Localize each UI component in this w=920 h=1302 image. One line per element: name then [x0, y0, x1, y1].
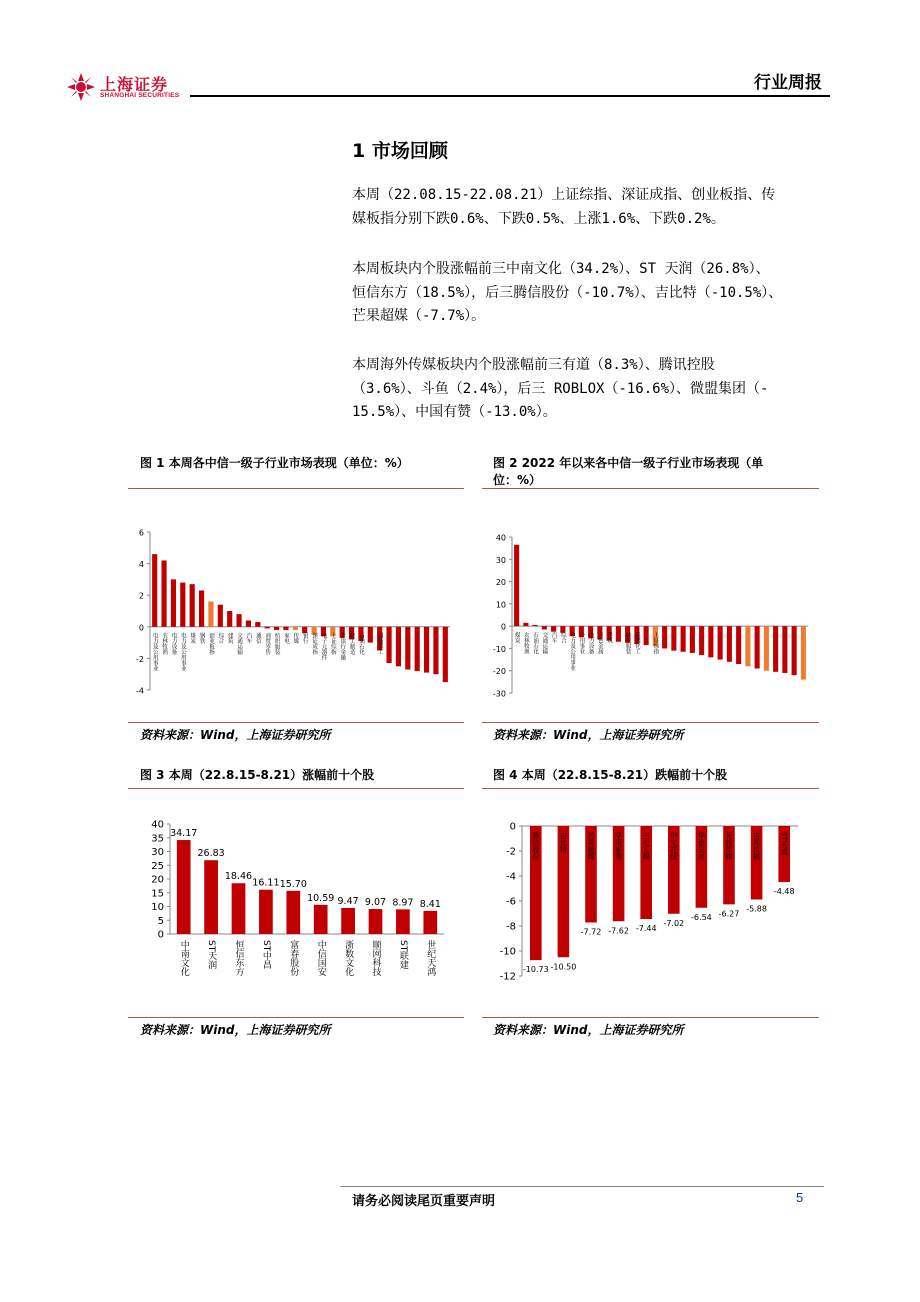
category-label: 腾信股份	[531, 832, 540, 860]
bar	[690, 626, 695, 653]
bar	[396, 627, 401, 667]
figure-3-chart	[128, 814, 464, 1014]
paragraph-line: 本周板块内个股涨幅前三中南文化（34.2%）、ST 天润（26.8%）、	[352, 261, 770, 277]
bar	[443, 627, 448, 682]
figure-1-top-rule	[128, 488, 464, 489]
figure-3-title: 图 3 本周（22.8.15-8.21）涨幅前十个股	[140, 768, 375, 782]
category-label: 吉比特	[559, 832, 568, 853]
bar	[341, 908, 355, 934]
bar	[208, 602, 213, 627]
category-label: 银行	[301, 632, 308, 644]
bar	[514, 545, 519, 626]
category-label: 国防军工	[376, 632, 383, 655]
paragraph-line: 本周海外传媒板块内个股涨幅前三有道（8.3%）、腾讯控股	[352, 357, 715, 373]
data-label: -7.62	[608, 926, 629, 936]
bar	[161, 560, 166, 626]
figure-1-bottom-rule	[128, 722, 464, 723]
category-label: 煤炭	[189, 632, 196, 644]
category-label: 纺织服装	[273, 632, 280, 655]
category-label: ST天润	[206, 940, 217, 970]
figure-2-source: 资料来源：Wind，上海证券研究所	[493, 728, 684, 742]
bar	[204, 860, 218, 934]
category-label: 建筑	[226, 632, 233, 644]
data-label: 8.97	[392, 897, 414, 909]
data-label: 34.17	[170, 828, 198, 840]
bar	[764, 626, 769, 671]
bar	[236, 614, 241, 627]
category-label: 芒果超媒	[587, 832, 595, 860]
data-label: 9.07	[364, 897, 387, 909]
category-label: 汽车	[550, 632, 557, 644]
bar	[727, 626, 732, 662]
category-label: 世纪天鸿	[425, 940, 436, 976]
category-label: 农林牧渔	[161, 632, 168, 655]
figure-4-title: 图 4 本周（22.8.15-8.21）跌幅前十个股	[493, 768, 728, 782]
category-label: 华谊兄弟	[697, 832, 706, 860]
category-label: 创业板指	[207, 632, 214, 655]
bar	[424, 627, 429, 673]
bar	[286, 891, 300, 934]
page-number: 5	[796, 1190, 804, 1205]
data-label: 10.59	[307, 892, 335, 904]
bar	[773, 626, 778, 672]
y-tick-label: 35	[151, 833, 164, 845]
category-label: 华策影视	[614, 832, 623, 860]
y-tick-label: 4	[138, 560, 144, 570]
section-title: 1 市场回顾	[352, 140, 448, 162]
bar	[523, 623, 528, 626]
y-tick-label: 5	[157, 915, 164, 927]
figure-4-chart	[482, 814, 819, 1014]
category-label: 恒信东方	[233, 940, 244, 976]
figure-4-bottom-rule	[482, 1017, 819, 1018]
data-label: 15.70	[279, 878, 307, 890]
data-label: 9.47	[337, 895, 359, 907]
bar	[259, 890, 273, 934]
y-tick-label: -4	[136, 686, 144, 696]
header-rule	[190, 95, 830, 97]
bar	[662, 626, 667, 648]
figure-3-top-rule	[128, 788, 464, 789]
data-label: -10.73	[522, 965, 549, 975]
data-label: -6.54	[691, 912, 712, 922]
bar	[644, 626, 649, 645]
bar	[616, 626, 621, 642]
category-label: 建筑	[606, 632, 613, 644]
y-tick-label: -10	[492, 644, 506, 654]
y-tick-label: -6	[506, 896, 516, 908]
data-label: 16.11	[252, 877, 280, 889]
bar	[755, 626, 760, 668]
category-label: 有色金属	[596, 632, 603, 655]
data-label: -5.88	[746, 904, 767, 914]
bar	[745, 626, 750, 666]
data-label: -7.02	[663, 918, 685, 928]
y-tick-label: 30	[151, 847, 164, 858]
y-tick-label: -12	[499, 971, 516, 983]
figure-1-title: 图 1 本周各中信一级子行业市场表现（单位：%）	[140, 456, 409, 470]
paragraph-line: 恒信东方（18.5%），后三腾信股份（-10.7%）、吉比特（-10.5%）、	[352, 284, 783, 301]
bar	[190, 584, 195, 627]
bar	[283, 627, 288, 630]
bar	[681, 626, 686, 652]
category-label: 农林牧渔	[522, 632, 529, 655]
y-tick-label: -8	[506, 921, 516, 933]
data-label: 8.41	[419, 898, 441, 910]
y-tick-label: -30	[492, 689, 506, 699]
category-label: 浙数文化	[343, 940, 354, 976]
brand-name-cn: 上海证券	[100, 75, 169, 94]
figure-2-chart	[482, 525, 819, 705]
y-tick-label: -10	[499, 946, 516, 958]
category-label: 交通运输	[541, 632, 548, 655]
bar	[433, 627, 438, 674]
category-label: 深证成指	[311, 632, 318, 655]
bar	[551, 626, 556, 632]
category-label: 电力及公用事业	[179, 632, 186, 672]
category-label: 汽车	[245, 632, 252, 644]
bar	[218, 605, 223, 627]
paragraph-stock-movers	[352, 258, 837, 329]
category-label: 电力及公用事业	[151, 632, 158, 672]
data-label: -6.27	[718, 909, 740, 919]
bar	[792, 626, 797, 675]
y-tick-label: -2	[136, 654, 144, 664]
data-label: -4.48	[773, 887, 795, 896]
category-label: 轻工制造	[348, 632, 355, 655]
category-label: 通信	[254, 632, 261, 644]
category-label: 钢铁	[198, 632, 205, 644]
figure-4-top-rule	[482, 788, 819, 789]
paragraph-line: 本周（22.08.15-22.08.21）上证综指、深证成指、创业板指、传	[352, 187, 776, 203]
bar	[533, 625, 538, 626]
paragraph-line: 15.5%）、中国有赞（-13.0%）。	[352, 404, 557, 420]
figure-1-source: 资料来源：Wind，上海证券研究所	[140, 728, 331, 742]
category-label: 中文在线	[669, 832, 678, 860]
category-label: 纺织服装	[624, 632, 631, 655]
data-label: -10.50	[550, 962, 577, 972]
bar	[405, 627, 410, 670]
figure-2-title-line: 位：%）	[493, 473, 542, 487]
y-tick-label: 0	[138, 623, 144, 633]
category-label: 三七互娱	[642, 832, 651, 860]
figure-3-source: 资料来源：Wind，上海证券研究所	[140, 1023, 331, 1037]
category-label: 传媒	[292, 632, 299, 644]
data-label: 26.83	[197, 848, 225, 860]
paragraph-line: 芒果超媒（-7.7%）。	[352, 308, 486, 324]
y-tick-label: 2	[138, 591, 144, 601]
bar	[423, 911, 437, 934]
bar	[801, 626, 806, 679]
figure-2-top-rule	[482, 488, 819, 489]
bar	[782, 626, 787, 673]
category-label: 光线传媒	[725, 832, 733, 860]
bar	[171, 579, 176, 626]
footer-rule	[340, 1186, 824, 1187]
category-label: 非银行金融	[339, 632, 346, 661]
bar	[369, 909, 383, 934]
category-label: 公用事业	[578, 632, 585, 655]
y-tick-label: 20	[151, 874, 164, 886]
category-label: ST中昌	[260, 940, 271, 970]
figure-4-source: 资料来源：Wind，上海证券研究所	[493, 1023, 684, 1037]
brand-logo	[66, 70, 186, 104]
category-label: 电力设备	[170, 632, 177, 655]
category-label: 上证综指	[329, 632, 336, 655]
bar	[265, 627, 270, 629]
category-label: 中信国安	[315, 940, 326, 976]
figure-2-title-line: 图 2 2022 年以来各中信一级子行业市场表现（单	[493, 456, 764, 470]
category-label: 电子元器件	[320, 632, 327, 661]
bar	[718, 626, 723, 659]
y-tick-label: 0	[157, 929, 164, 941]
bar	[314, 905, 328, 934]
category-label: 基础化工	[633, 632, 640, 655]
y-tick-label: 10	[151, 902, 164, 913]
bar	[708, 626, 713, 657]
paragraph-line: （3.6%）、斗鱼（2.4%），后三 ROBLOX（-16.6%）、微盟集团（-	[352, 380, 769, 397]
bar	[274, 627, 279, 630]
category-label: 电力设备	[587, 632, 594, 655]
bar	[177, 840, 191, 934]
bar	[699, 626, 704, 655]
category-label: 吉视传媒	[752, 832, 761, 860]
category-label: ST天威	[780, 832, 789, 855]
category-label: 顺网科技	[370, 940, 381, 976]
bar	[255, 622, 260, 627]
footer-disclaimer: 请务必阅读尾页重要声明	[352, 1194, 496, 1209]
y-tick-label: 0	[509, 821, 516, 833]
y-tick-label: 40	[151, 819, 164, 831]
category-label: 综合	[559, 632, 566, 644]
figure-1-chart	[128, 520, 464, 700]
bar	[227, 611, 232, 627]
category-label: 富春股份	[288, 940, 299, 976]
logo-mark-icon	[66, 72, 96, 102]
bar	[736, 626, 741, 664]
bar	[671, 626, 676, 651]
bar	[232, 883, 246, 934]
y-tick-label: 15	[151, 888, 164, 900]
y-tick-label: -4	[506, 871, 516, 883]
paragraph-line: 媒板指分别下跌0.6%、下跌0.5%、上涨1.6%、下跌0.2%。	[352, 210, 725, 227]
bar	[396, 909, 410, 934]
paragraph-index-summary	[352, 184, 837, 231]
paragraph-overseas-movers	[352, 354, 837, 425]
y-tick-label: -2	[506, 846, 516, 858]
y-tick-label: 10	[495, 600, 506, 610]
y-tick-label: 0	[500, 622, 506, 632]
y-tick-label: 20	[495, 578, 506, 588]
category-label: 中南文化	[178, 940, 189, 976]
report-type: 行业周报	[754, 73, 822, 93]
y-tick-label: 30	[495, 555, 506, 565]
bar	[152, 554, 157, 627]
bar	[542, 626, 547, 629]
bar	[415, 627, 420, 671]
figure-2-title	[493, 455, 803, 489]
category-label: 石油石化	[532, 632, 539, 655]
brand-name-en: SHANGHAI SECURITIES	[100, 92, 180, 99]
y-tick-label: -20	[492, 667, 506, 677]
category-label: ST联建	[397, 940, 408, 970]
figure-3-bottom-rule	[128, 1017, 464, 1018]
bar	[180, 583, 185, 627]
category-label: 煤炭	[513, 632, 520, 644]
data-label: -7.72	[580, 927, 602, 937]
data-label: -7.44	[635, 924, 657, 933]
bar	[293, 627, 298, 630]
category-label: 石油石化	[357, 632, 364, 655]
category-label: 电力及公用事业	[569, 632, 576, 671]
bar	[386, 627, 391, 663]
y-tick-label: 40	[495, 533, 506, 543]
bar	[199, 590, 204, 626]
category-label: 家电	[282, 632, 289, 644]
bar	[368, 627, 373, 643]
category-label: 商贸零售	[264, 632, 271, 655]
data-label: 18.46	[224, 871, 253, 883]
category-label: 上证综指	[652, 632, 659, 655]
y-tick-label: 25	[151, 860, 164, 872]
figure-2-bottom-rule	[482, 722, 819, 723]
category-label: 综合	[217, 632, 224, 644]
category-label: 交通运输	[236, 632, 243, 655]
y-tick-label: 6	[138, 528, 144, 538]
bar	[246, 620, 251, 626]
